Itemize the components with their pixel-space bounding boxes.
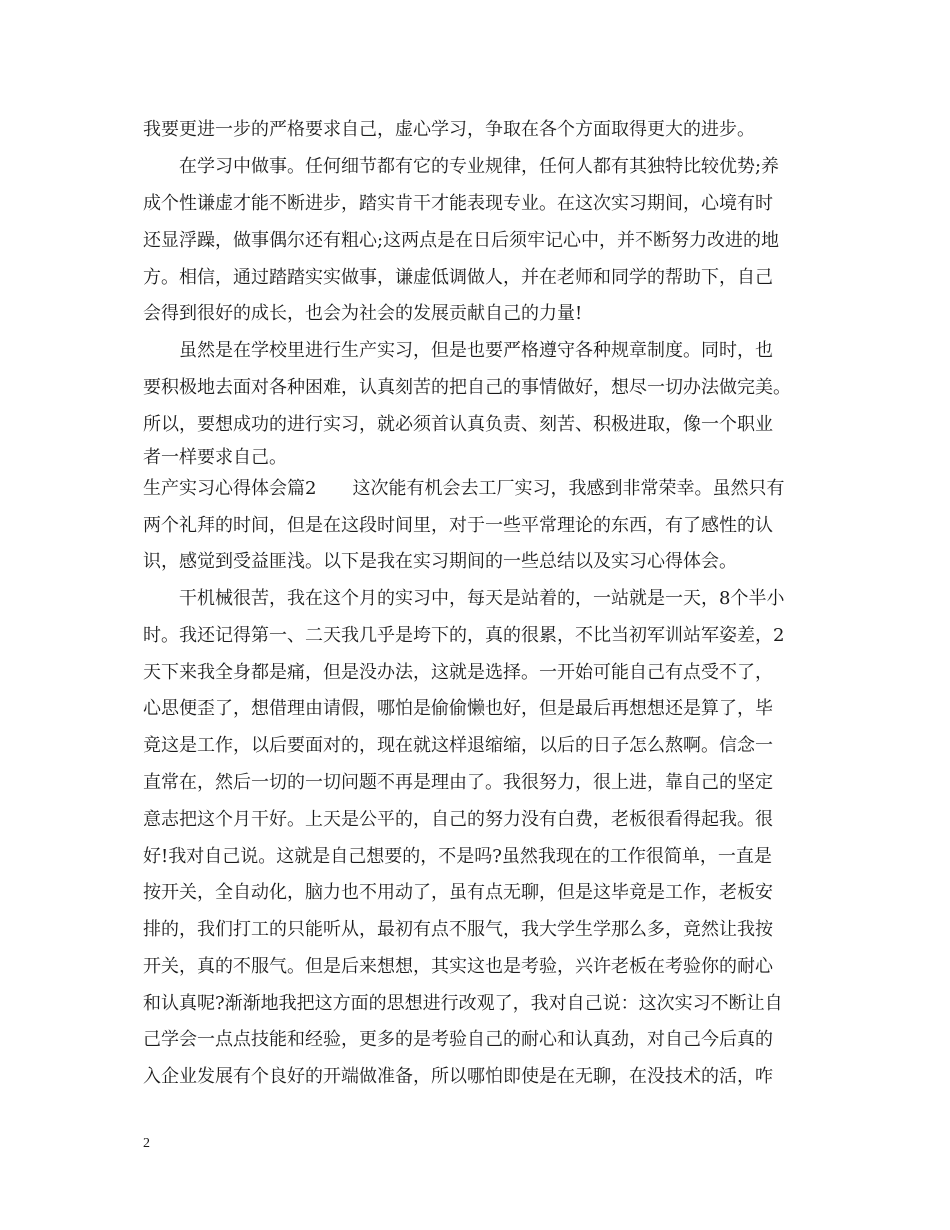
text-line: 入企业发展有个良好的开端做准备，所以哪怕即使是在无聊，在没技术的活，咋 bbox=[143, 1066, 773, 1087]
text-line: 还显浮躁，做事偶尔还有粗心;这两点是在日后须牢记心中，并不断努力改进的地 bbox=[143, 230, 780, 251]
text-line: 者一样要求自己。 bbox=[143, 447, 287, 468]
text-line: 虽然是在学校里进行生产实习，但是也要严格遵守各种规章制度。同时，也 bbox=[179, 340, 773, 361]
text-line: 干机械很苦，我在这个月的实习中，每天是站着的，一站就是一天，8个半小 bbox=[179, 588, 785, 609]
text-line: 和认真呢?渐渐地我把这方面的思想进行改观了，我对自己说：这次实习不断让自 bbox=[143, 993, 783, 1014]
text-line: 方。相信，通过踏踏实实做事，谦虚低调做人，并在老师和同学的帮助下，自己 bbox=[143, 267, 773, 288]
text-line: 天下来我全身都是痛，但是没办法，这就是选择。一开始可能自己有点受不了， bbox=[143, 662, 773, 683]
text-line: 竟这是工作，以后要面对的，现在就这样退缩缩，以后的日子怎么熬啊。信念一 bbox=[143, 735, 773, 756]
text-line: 己学会一点点技能和经验，更多的是考验自己的耐心和认真劲，对自己今后真的 bbox=[143, 1029, 773, 1050]
text-line: 要积极地去面对各种困难，认真刻苦的把自己的事情做好，想尽一切办法做完美。 bbox=[143, 377, 791, 398]
text-line: 好!我对自己说。这就是自己想要的，不是吗?虽然我现在的工作很简单，一直是 bbox=[143, 846, 772, 867]
text-line: 会得到很好的成长，也会为社会的发展贡献自己的力量! bbox=[143, 303, 583, 324]
text-line: 成个性谦虚才能不断进步，踏实肯干才能表现专业。在这次实习期间，心境有时 bbox=[143, 193, 773, 214]
text-line: 时。我还记得第一、二天我几乎是垮下的，真的很累，不比当初军训站军姿差，2 bbox=[143, 625, 785, 646]
text-line: 在学习中做事。任何细节都有它的专业规律，任何人都有其独特比较优势;养 bbox=[179, 156, 780, 177]
text-line: 心思便歪了，想借理由请假，哪怕是偷偷懒也好，但是最后再想想还是算了，毕 bbox=[143, 698, 773, 719]
page-number: 2 bbox=[143, 1136, 150, 1151]
text-line: 按开关，全自动化，脑力也不用动了，虽有点无聊，但是这毕竟是工作，老板安 bbox=[143, 882, 773, 903]
text-line: 排的，我们打工的只能听从，最初有点不服气，我大学生学那么多，竟然让我按 bbox=[143, 919, 773, 940]
text-line: 我要更进一步的严格要求自己，虚心学习，争取在各个方面取得更大的进步。 bbox=[143, 119, 755, 140]
text-line: 识，感觉到受益匪浅。以下是我在实习期间的一些总结以及实习心得体会。 bbox=[143, 551, 737, 572]
text-line: 所以，要想成功的进行实习，就必须首认真负责、刻苦、积极进取，像一个职业 bbox=[143, 414, 773, 435]
text-line: 直常在，然后一切的一切问题不再是理由了。我很努力，很上进，靠自己的坚定 bbox=[143, 772, 773, 793]
text-line: 两个礼拜的时间，但是在这段时间里，对于一些平常理论的东西，有了感性的认 bbox=[143, 515, 773, 536]
text-line: 开关，真的不服气。但是后来想想，其实这也是考验，兴许老板在考验你的耐心 bbox=[143, 956, 773, 977]
text-line: 意志把这个月干好。上天是公平的，自己的努力没有白费，老板很看得起我。很 bbox=[143, 809, 773, 830]
section-heading-line: 生产实习心得体会篇2 这次能有机会去工厂实习，我感到非常荣幸。虽然只有 bbox=[143, 478, 785, 499]
